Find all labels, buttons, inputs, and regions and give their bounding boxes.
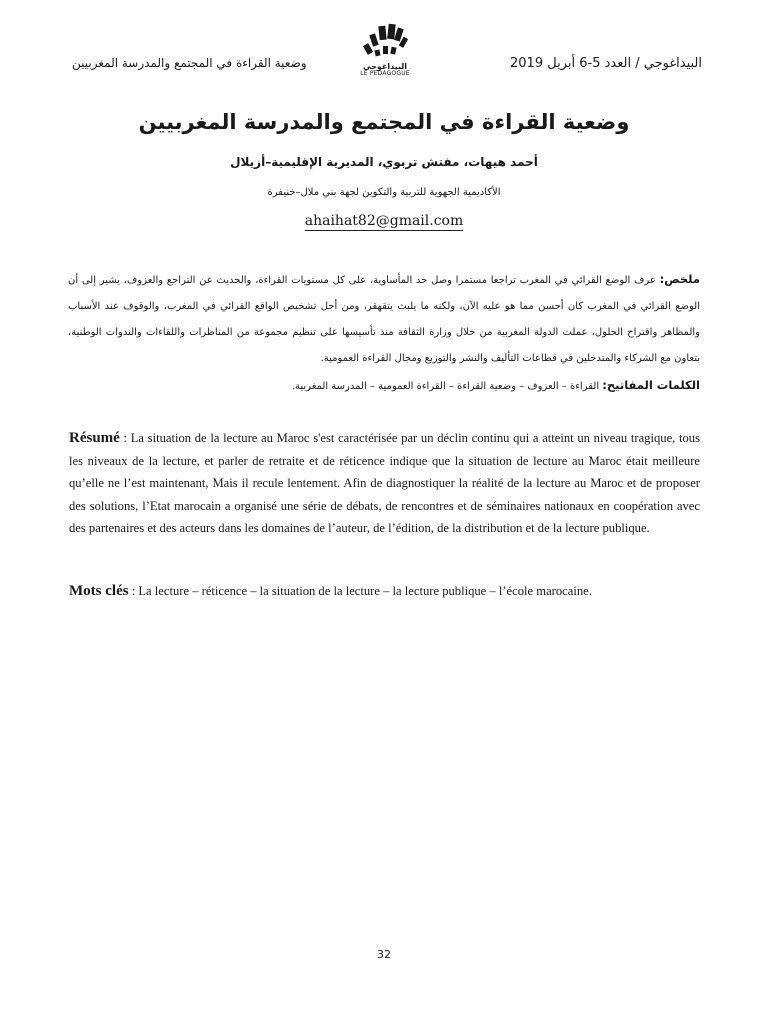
page-number: 32 [377,948,391,961]
arabic-keywords-text: القراءة – العزوف – وضعية القراءة – القراءة العمومية – المدرسة المغربية. [291,381,600,392]
article-title: وضعية القراءة في المجتمع والمدرسة المغربيين [138,110,630,134]
article-affiliation: الأكاديمية الجهوية للتربية والتكوين لجهة بني ملال–خنيفرة [267,187,501,198]
arabic-abstract [68,266,700,372]
french-abstract-text: : La situation de la lecture au Maroc s'est caractérisée par un déclin continu qui a atteint un niveau tragique, tous les niveaux de la lecture, et parler de retraite et de réticence indique que la situation de lecture au Maroc était meilleure qu’elle ne l’est maintenant, Mais il recule lentement. Afin de diagnostiquer la réalité de la lecture au Maroc et de proposer des solutions, l’Etat marocain a organisé une série de débats, de rencontres et de séminaires nationaux en coopération avec des partenaires et des acteurs dans les domaines de l’auteur, de l’édition, de la distribution et de la lecture publique. [69,431,700,535]
french-keywords [69,583,709,600]
arabic-keywords-label: الكلمات المفاتيح: [602,378,700,392]
header-journal-issue: البيداغوجي / العدد 5-6 أبريل 2019 [510,56,702,71]
arabic-abstract-text: عرف الوضع القرائي في المغرب تراجعا مستمرا وصل حد المأساوية، على كل مستويات القراءة، والحديث عن التراجع والعزوف، يشير إلى أن الوضع القرائي في المغرب كان أحسن مما هو عليه الآن، ولكنه ما يلبث يتقهقر، ومن أجل تشخيص الواقع القرائي في المغرب، والوقوف عند الأسباب والمظاهر واقتراح الحلول، عملت الدولة المغربية من خلال وزارة الثقافة منذ تأسيسها على تنظيم مجموعة من المناظرات واللقاءات والندوات الوطنية، بتعاون مع الشركاء والمتدخلين في قطاعات التأليف والنشر والتوزيع ومجال القراءة العمومية. [68,275,700,364]
french-abstract [69,427,700,540]
french-keywords-text: : La lecture – réticence – la situation de la lecture – la lecture publique – l’école marocaine. [128,584,592,598]
logo-mark-icon [355,20,415,62]
french-keywords-label: Mots clés [69,583,129,599]
header-running-title: وضعية القراءة في المجتمع والمدرسة المغربيين [72,56,307,70]
arabic-abstract-label: ملخص: [659,272,700,286]
journal-logo [355,20,415,76]
logo-french-text: LE PEDAGOGUE [360,70,410,77]
french-abstract-label: Résumé [69,430,120,446]
arabic-keywords [68,378,700,392]
logo-arabic-text: البيداغوجي [363,62,407,71]
article-author: أحمد هيهات، مفتش تربوي، المديرية الإقليمية–أزيلال [230,155,538,169]
author-email-link[interactable]: ahaihat82@gmail.com [304,213,464,229]
author-email[interactable] [0,213,768,229]
